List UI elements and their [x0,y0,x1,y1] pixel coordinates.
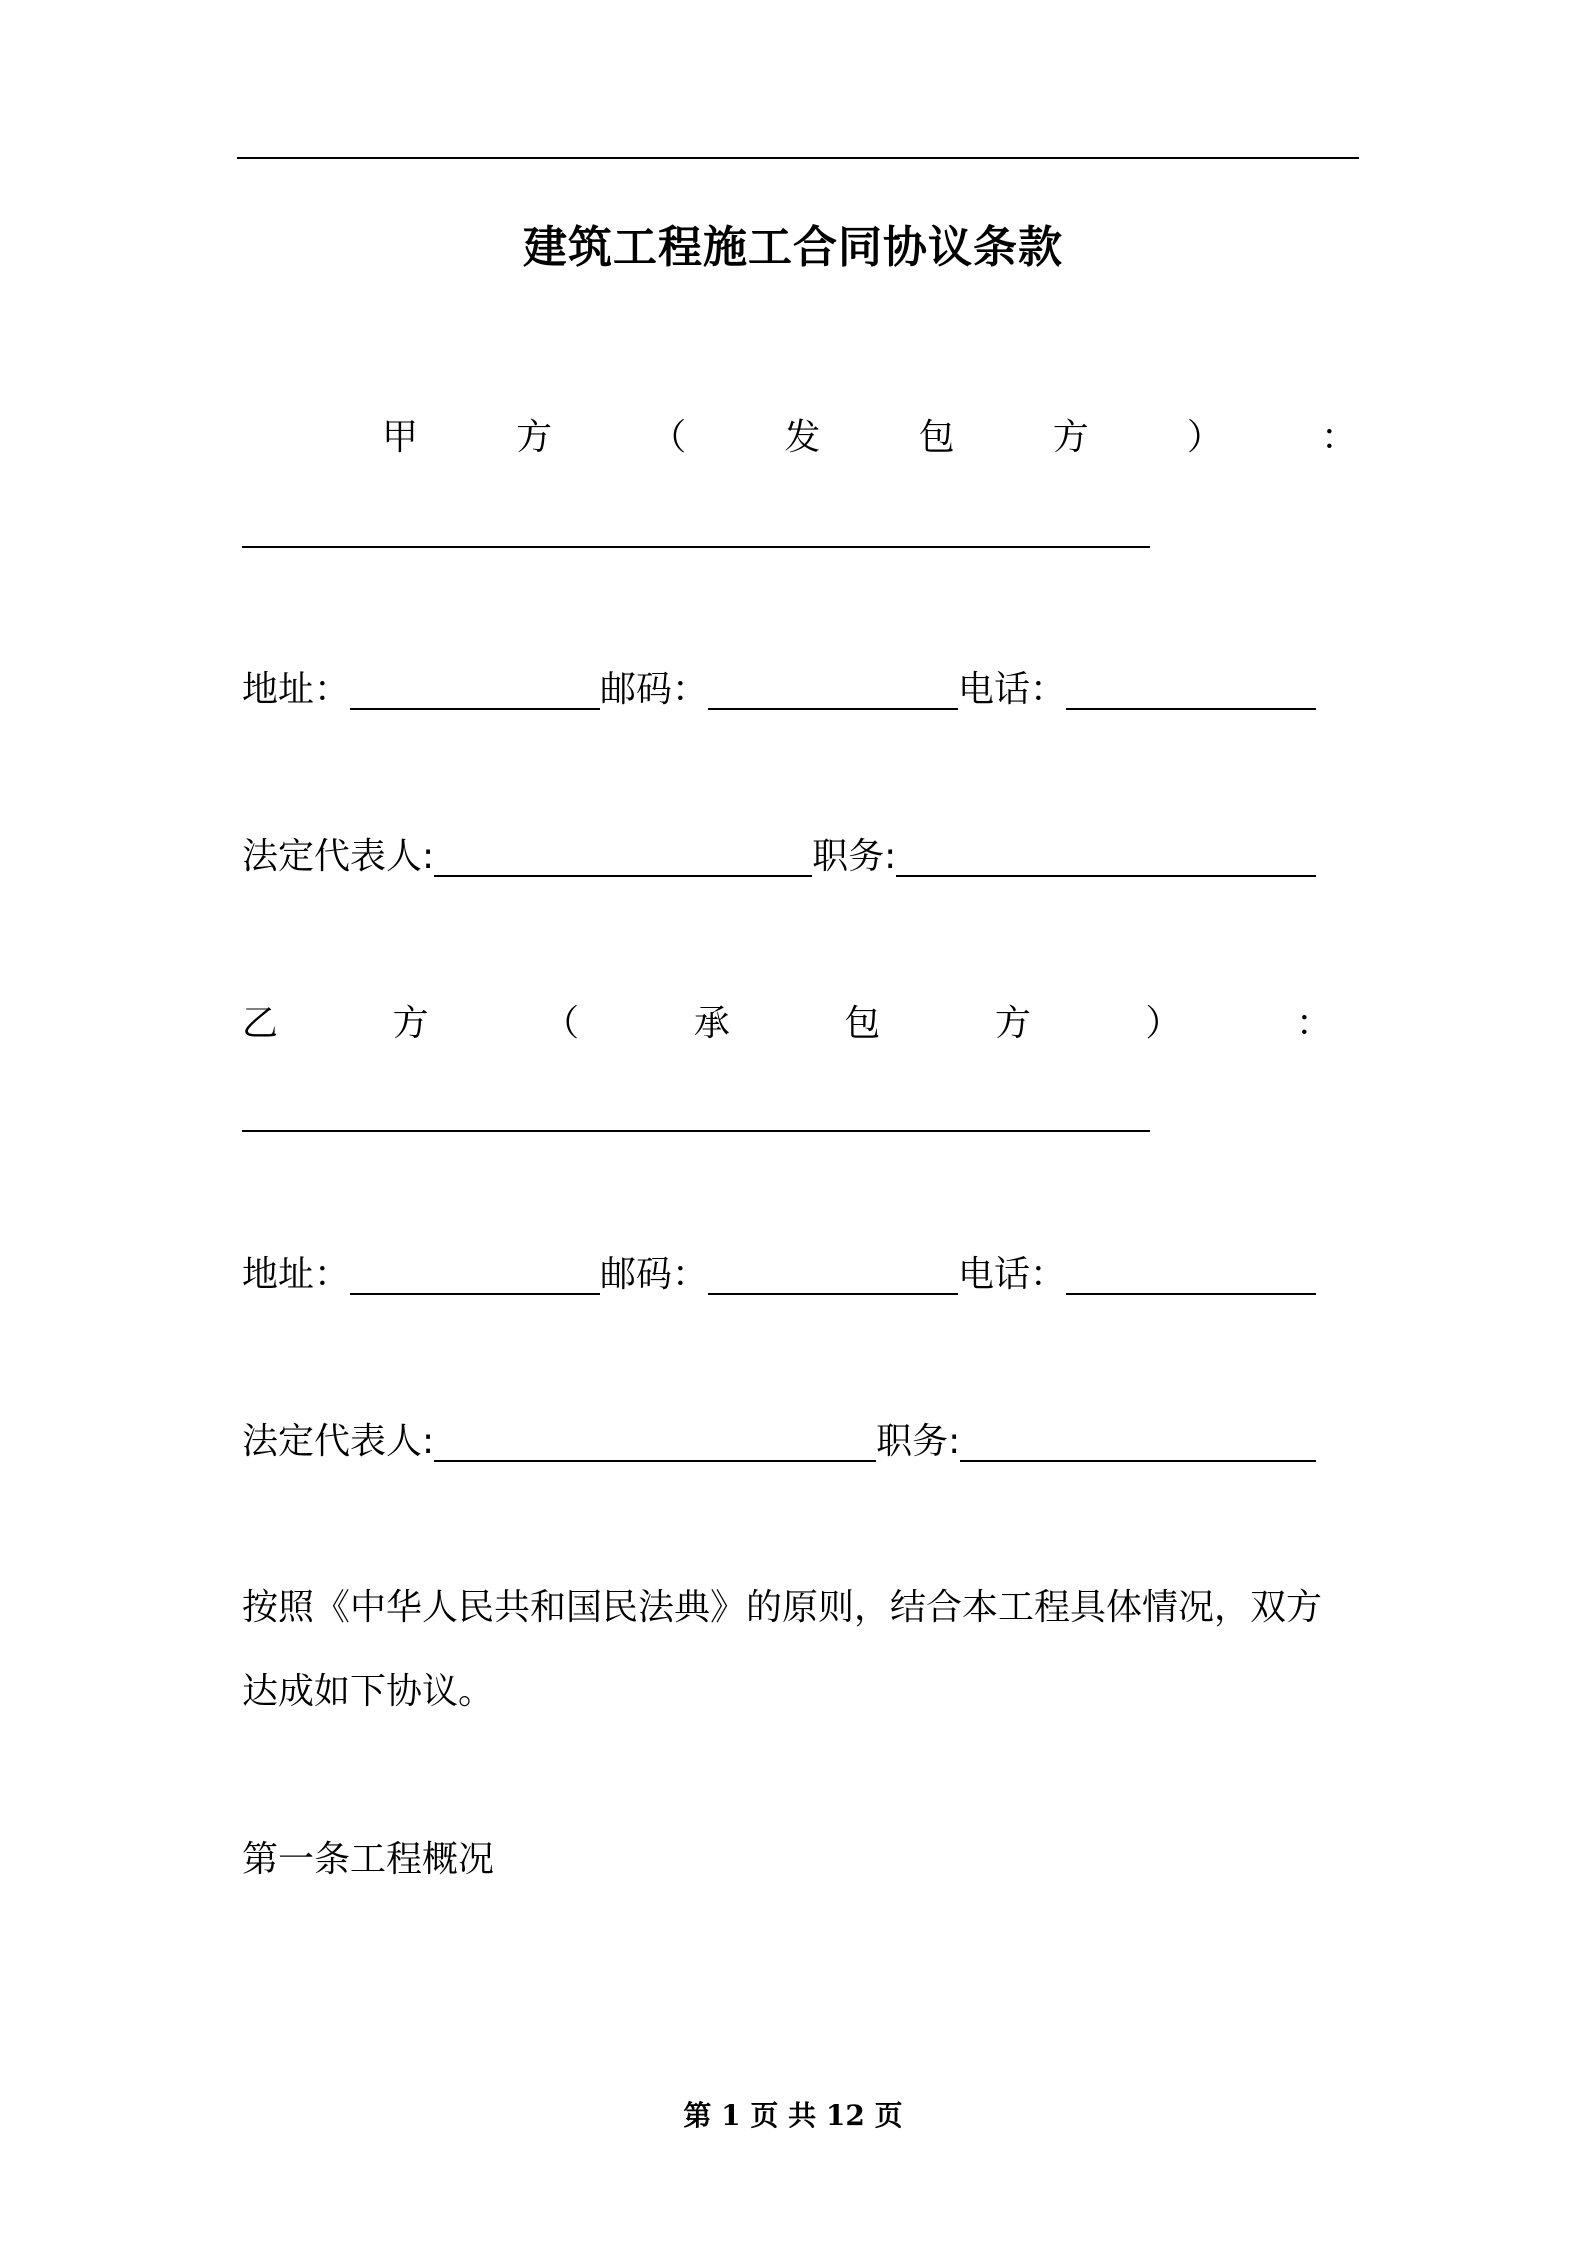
party-a-rep-row [242,827,1357,887]
party-a-heading-char: ： [1320,417,1357,458]
party-a-heading-char: 方 [1052,417,1089,458]
party-a-rep-label: 法定代表人: [242,836,435,877]
party-b-postcode-label: 邮码： [600,1254,709,1295]
party-b-heading-char: 承 [693,1003,730,1044]
page-footer: 第 1 页 共 12 页 [683,2099,903,2132]
preamble-line-1: 按照《中华人民共和国民法典》的原则，结合本工程具体情况，双方 [242,1587,1323,1628]
party-b-heading-char: 方 [994,1003,1031,1044]
party-a-heading-char: 包 [918,417,955,458]
party-b-heading-char: 乙 [242,1003,279,1044]
party-a-postcode-blank[interactable] [708,708,958,710]
party-b-postcode-blank[interactable] [708,1293,958,1295]
party-b-phone-blank[interactable] [1066,1293,1316,1295]
party-a-title-blank[interactable] [896,875,1316,877]
party-b-rep-label: 法定代表人: [242,1421,435,1462]
document-title: 建筑工程施工合同协议条款 [523,222,1063,273]
party-a-address-label: 地址： [242,669,351,710]
party-b-rep-blank[interactable] [434,1460,876,1462]
party-a-address-blank[interactable] [350,708,600,710]
party-b-phone-label: 电话： [958,1254,1067,1295]
party-a-heading-char: 甲 [382,417,419,458]
party-b-heading [242,994,1332,1054]
party-b-title-blank[interactable] [960,1460,1316,1462]
party-a-postcode-label: 邮码： [600,669,709,710]
preamble-line-2: 达成如下协议。 [242,1671,495,1712]
party-b-contact-row [242,1245,1357,1305]
party-a-phone-label: 电话： [958,669,1067,710]
party-b-heading-char: （ [543,1003,580,1044]
party-a-heading-char: （ [650,417,687,458]
party-b-heading-char: 包 [844,1003,881,1044]
party-a-heading-char: ） [1186,417,1223,458]
party-a-title-label: 职务: [812,836,897,877]
party-b-address-blank[interactable] [350,1293,600,1295]
party-a-contact-row [242,660,1357,720]
header-rule [237,157,1359,159]
party-b-rep-row [242,1412,1357,1472]
party-a-rep-blank[interactable] [434,875,812,877]
party-a-heading [242,408,1357,468]
party-b-title-label: 职务: [876,1421,961,1462]
party-b-heading-char: 方 [392,1003,429,1044]
party-a-heading-char: 方 [516,417,553,458]
article-1-heading: 第一条工程概况 [242,1839,495,1880]
party-b-heading-char: ） [1145,1003,1182,1044]
party-a-phone-blank[interactable] [1066,708,1316,710]
party-b-name-blank[interactable] [242,1130,1150,1132]
party-b-address-label: 地址： [242,1254,351,1295]
party-b-heading-char: ： [1295,1003,1332,1044]
party-a-heading-char: 发 [784,417,821,458]
party-a-name-blank[interactable] [242,546,1150,548]
